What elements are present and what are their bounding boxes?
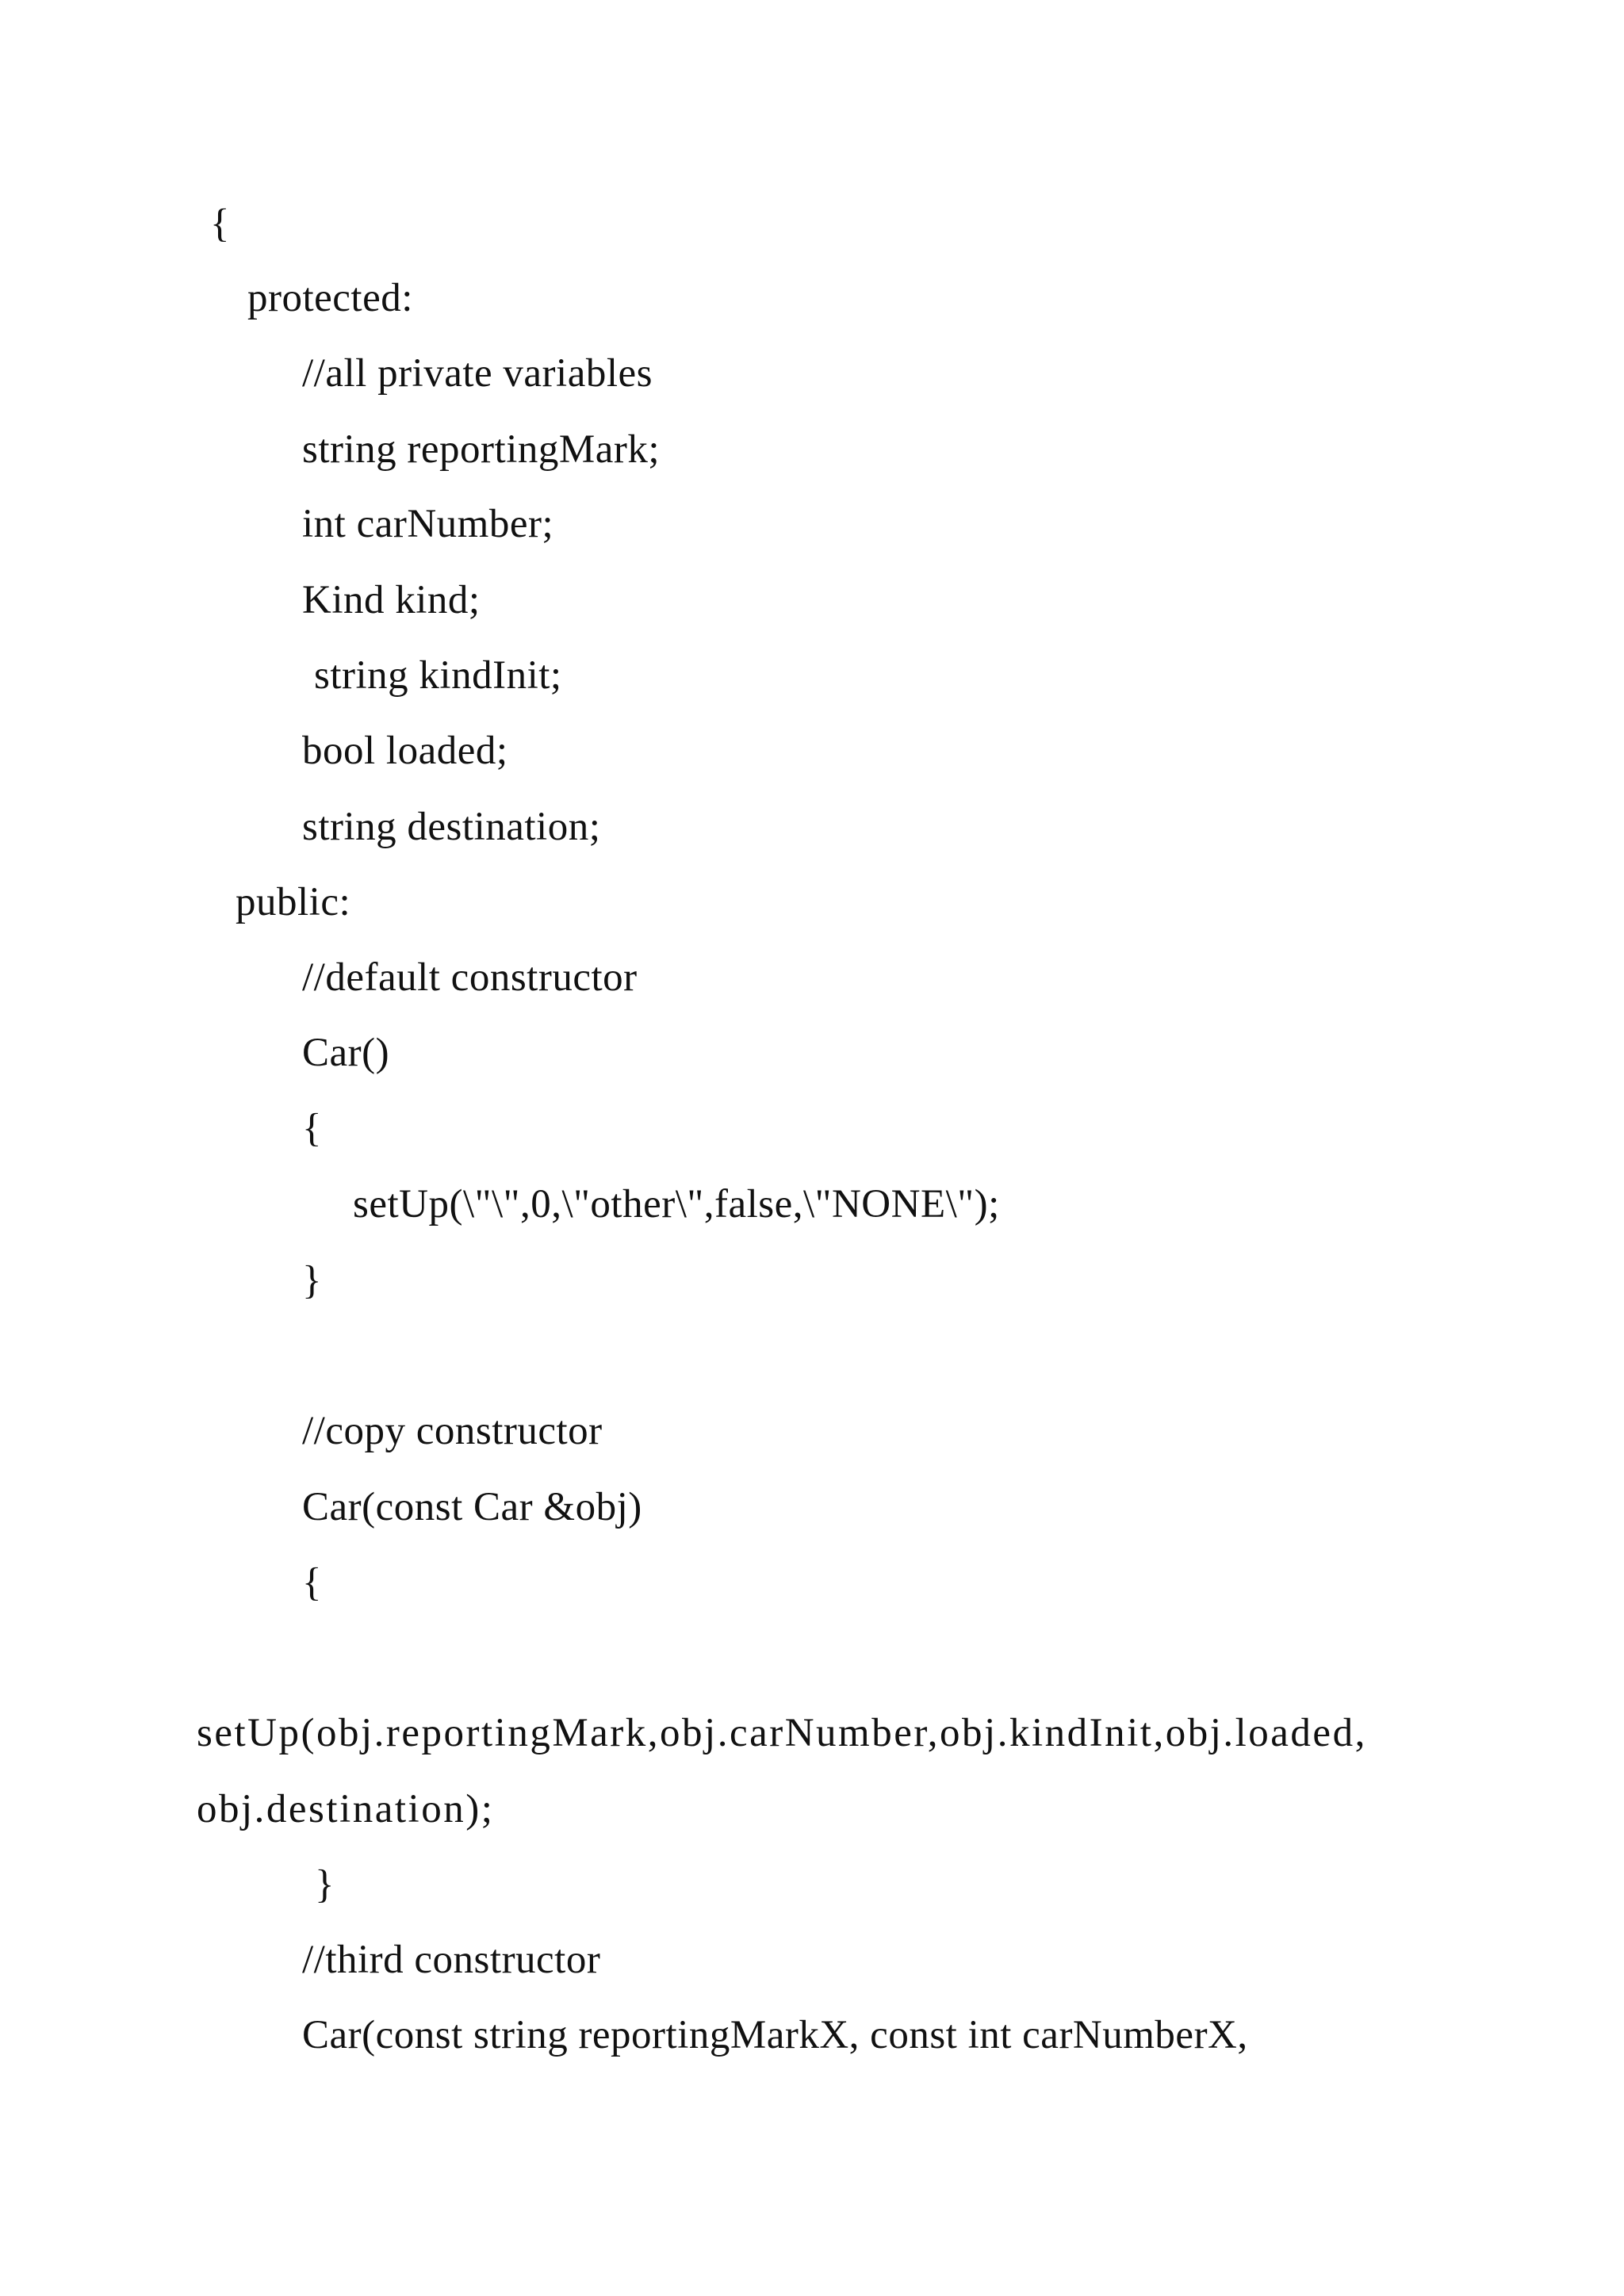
code-line-4: string reportingMark; <box>302 427 660 472</box>
code-line-2: protected: <box>247 276 413 320</box>
code-line-3: //all private variables <box>302 351 653 396</box>
code-line-12: Car() <box>302 1031 390 1075</box>
code-line-16: //copy constructor <box>302 1409 603 1453</box>
code-line-8: bool loaded; <box>302 729 508 773</box>
code-line-9: string destination; <box>302 805 601 849</box>
code-line-17: Car(const Car &obj) <box>302 1485 642 1529</box>
code-line-1: { <box>210 201 230 246</box>
code-line-20: obj.destination); <box>197 1787 495 1831</box>
code-line-7: string kindInit; <box>314 653 562 698</box>
code-line-11: //default constructor <box>302 955 638 1000</box>
code-line-19: setUp(obj.reportingMark,obj.carNumber,obj.kindInit,obj.loaded, <box>197 1711 1367 1755</box>
code-line-15: } <box>302 1258 322 1303</box>
code-line-18: { <box>302 1560 322 1605</box>
code-line-21: } <box>315 1862 335 1907</box>
code-line-5: int carNumber; <box>302 502 554 546</box>
code-line-6: Kind kind; <box>302 578 481 622</box>
code-line-23: Car(const string reportingMarkX, const int carNumberX, <box>302 2013 1248 2057</box>
code-line-22: //third constructor <box>302 1938 601 1982</box>
code-line-14: setUp(\"\",0,\"other\",false,\"NONE\"); <box>353 1182 1000 1226</box>
code-line-13: { <box>302 1106 322 1150</box>
code-line-10: public: <box>236 880 351 924</box>
